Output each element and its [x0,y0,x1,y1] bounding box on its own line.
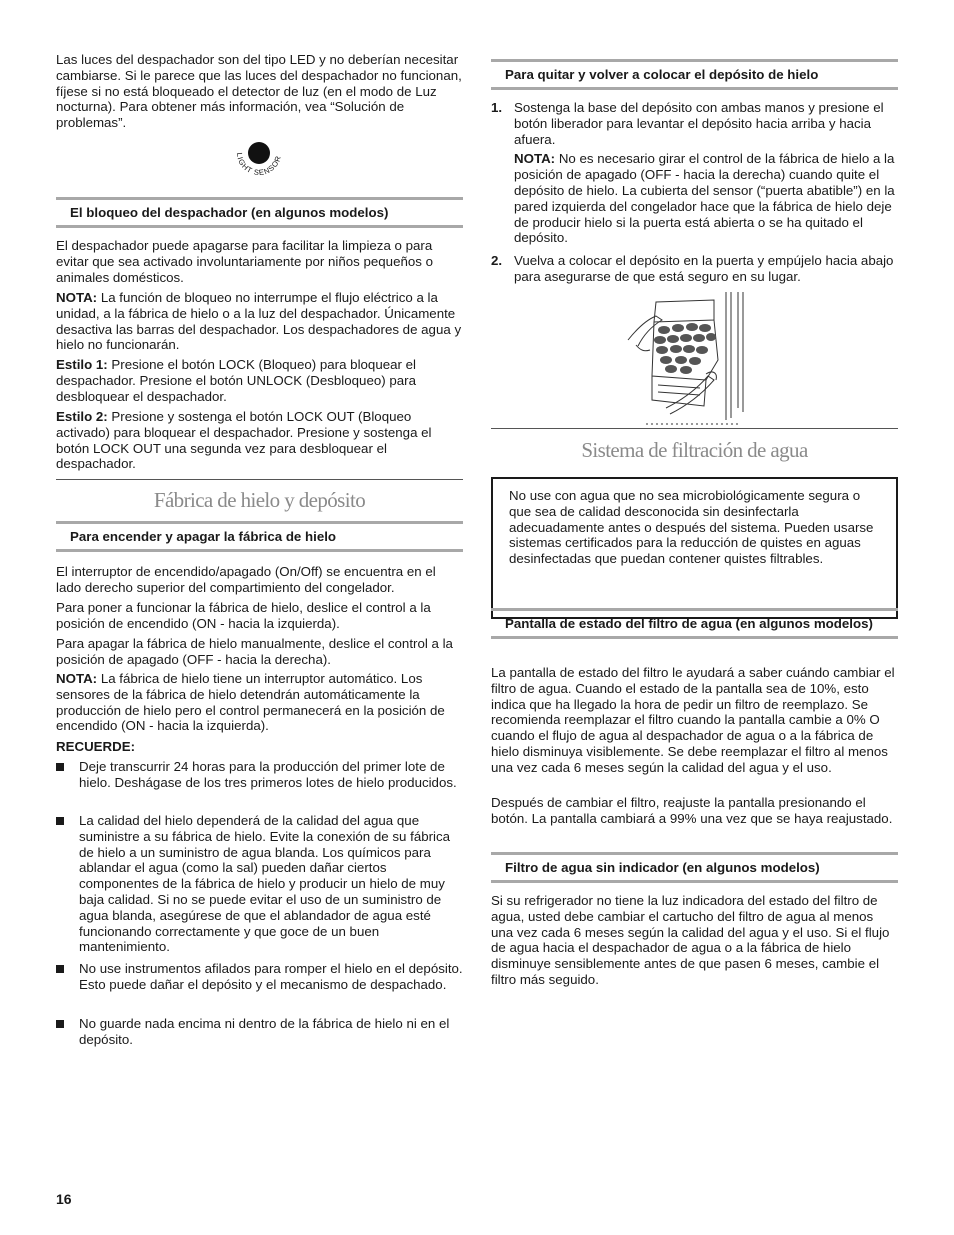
light-sensor-illustration [231,137,291,181]
bullet-text: No use instrumentos afilados para romper el hielo en el depósito. Esto puede dañar el depósito y el mecanismo de despachado. [79,961,463,992]
led-intro-paragraph: Las luces del despachador son del tipo LED y no deberían necesitar cambiarse. Si le parece que las luces del despachador no funcionan, fíjese si no está bloqueado el detector de luz (en el modo de Luz nocturna). Para obtener más información, vea “Solución de problemas”. [56,52,462,131]
bullet-square [56,1020,64,1028]
filter-no-indicator-heading: Filtro de agua sin indicador (en algunos modelos) [491,852,898,883]
bullet-text: No guarde nada encima ni dentro de la fábrica de hielo ni en el depósito. [79,1016,450,1047]
section-divider [56,479,463,480]
lock-style-2 [56,409,463,472]
step-number: 1. [491,100,503,115]
remember-label: RECUERDE: [56,739,136,754]
warning-text: No use con agua que no sea microbiológicamente segura o que sea de calidad desconocida sin desinfectarla adecuadamente antes o después del sistema. Pueden usarse sistemas certificados para la reducción de quistes en aguas desinfectadas que puedan contener quistes filtrables. [509,488,874,567]
note-label: NOTA: [514,151,556,167]
step-number: 2. [491,253,503,268]
bullet-text: Deje transcurrir 24 horas para la producción del primer lote de hielo. Deshágase de los tres primeros lotes de hielo producidos. [79,759,457,790]
icemaker-section-title: Fábrica de hielo y depósito [153,488,366,512]
water-safety-warning-box [491,477,898,619]
bullet-text: La calidad del hielo dependerá de la calidad del agua que suministre a su fábrica de hielo. Evite la conexión de su fábrica de hielo a un suministro de agua blanda. Los químicos para ablandar el agua (como la sal) pueden dañar ciertos componentes de la fábrica de hielo y producir un hielo de muy baja calidad. Si no se puede evitar el uso de un suministro de agua blanda, asegúrese de que el ablandador de agua esté funcionando correctamente y que goce de un buen mantenimiento. [79,813,451,955]
page-number: 16 [56,1191,72,1207]
icemaker-paragraph-3: Para apagar la fábrica de hielo manualmente, deslice el control a la posición de apagado (OFF - hacia la derecha). [56,636,453,667]
step-1-note-text: No es necesario girar el control de la fábrica de hielo a la posición de apagado (OFF - hacia la derecha) cuando quite el depósito de hielo. La cubierta del sensor (“puerta abatible”) en la pared izquierda del congelador hace que la fábrica de hielo deje de producir hielo si la puerta está abierta o se ha quitado el depósito. [514,151,895,246]
ice-bin-removal-illustration [626,290,751,425]
lock-note-text: La función de bloqueo no interrumpe el flujo eléctrico a la unidad, a la fábrica de hielo o a la luz del despachador. Únicamente desactiva las barras del despachador. Los despachadores de agua y hielo no funcionarán. [56,290,462,353]
filter-status-heading: Pantalla de estado del filtro de agua (en algunos modelos) [491,608,898,639]
list-item [56,1016,463,1048]
step-1 [491,100,898,246]
step-1-note [514,151,898,246]
note-label: NOTA: [56,671,98,686]
icemaker-paragraph-2: Para poner a funcionar la fábrica de hielo, deslice el control a la posición de encendido (ON - hacia la izquierda). [56,600,431,631]
filter-status-paragraph-2: Después de cambiar el filtro, reajuste la pantalla presionando el botón. La pantalla cambiará a 99% una vez que se haya reajustado. [491,795,893,826]
step-1-text: Sostenga la base del depósito con ambas manos y presione el botón liberador para levantar el depósito hacia arriba y hacia afuera. [514,100,884,147]
lock-paragraph: El despachador puede apagarse para facilitar la limpieza o para evitar que sea activado involuntariamente por niños pequeños o animales domésticos. [56,238,433,285]
step-2 [491,253,898,285]
list-item [56,759,463,791]
bullet-square [56,965,64,973]
list-item [56,813,463,955]
filter-no-indicator-paragraph: Si su refrigerador no tiene la luz indicadora del estado del filtro de agua, usted debe cambiar el cartucho del filtro de agua al menos una vez cada 6 meses según la calidad del agua y el uso. Si el flujo de agua hacia el despachador de agua o a la fábrica de hielo disminuye sensiblemente antes de que pasen 6 meses, cambie el filtro más seguido. [491,893,890,987]
filter-status-paragraph-1: La pantalla de estado del filtro le ayudará a saber cuándo cambiar el filtro de agua. Cuando el estado de la pantalla sea de 10%, esto indica que ha llegado la hora de pedir un filtro de reemplazo. Se recomienda reemplazar el filtro cuando la pantalla cambie a 0% O cuando el flujo de agua al despachador de agua o a la fábrica de hielo disminuya visiblemente. Se debe reemplazar el filtro al menos una vez cada 6 meses según la calidad del agua y el uso. [491,665,895,775]
bullet-square [56,763,64,771]
lock-note [56,290,463,353]
note-label: NOTA: [56,290,98,305]
dispenser-lock-heading: El bloqueo del despachador (en algunos modelos) [56,197,463,228]
icemaker-paragraph-1: El interruptor de encendido/apagado (On/Off) se encuentra en el lado derecho superior del compartimiento del congelador. [56,564,436,595]
style-1-text: Presione el botón LOCK (Bloqueo) para bloquear el despachador. Presione el botón UNLOCK (Desbloqueo) para desbloquear el despachador. [56,357,416,404]
list-item [56,961,463,993]
section-divider [491,428,898,429]
style-1-label: Estilo 1: [56,357,108,372]
icemaker-note [56,671,463,734]
light-sensor-label: LIGHT SENSOR [234,152,283,178]
ice-bin-heading: Para quitar y volver a colocar el depósito de hielo [491,59,898,90]
style-2-text: Presione y sostenga el botón LOCK OUT (Bloqueo activado) para bloquear el despachador. Presione y sostenga el botón LOCK OUT una segunda vez para desbloquear el despachador. [56,409,432,472]
bullet-square [56,817,64,825]
style-2-label: Estilo 2: [56,409,108,424]
filtration-section-title: Sistema de filtración de agua [581,438,808,462]
icemaker-note-text: La fábrica de hielo tiene un interruptor automático. Los sensores de la fábrica de hielo detendrán automáticamente la producción de hielo pero el control permanecerá en la posición de encendido (ON - hacia la izquierda). [56,671,445,734]
step-2-text: Vuelva a colocar el depósito en la puerta y empújelo hacia abajo para asegurarse de que está seguro en su lugar. [514,253,894,284]
icemaker-onoff-heading: Para encender y apagar la fábrica de hielo [56,521,463,552]
lock-style-1 [56,357,463,404]
